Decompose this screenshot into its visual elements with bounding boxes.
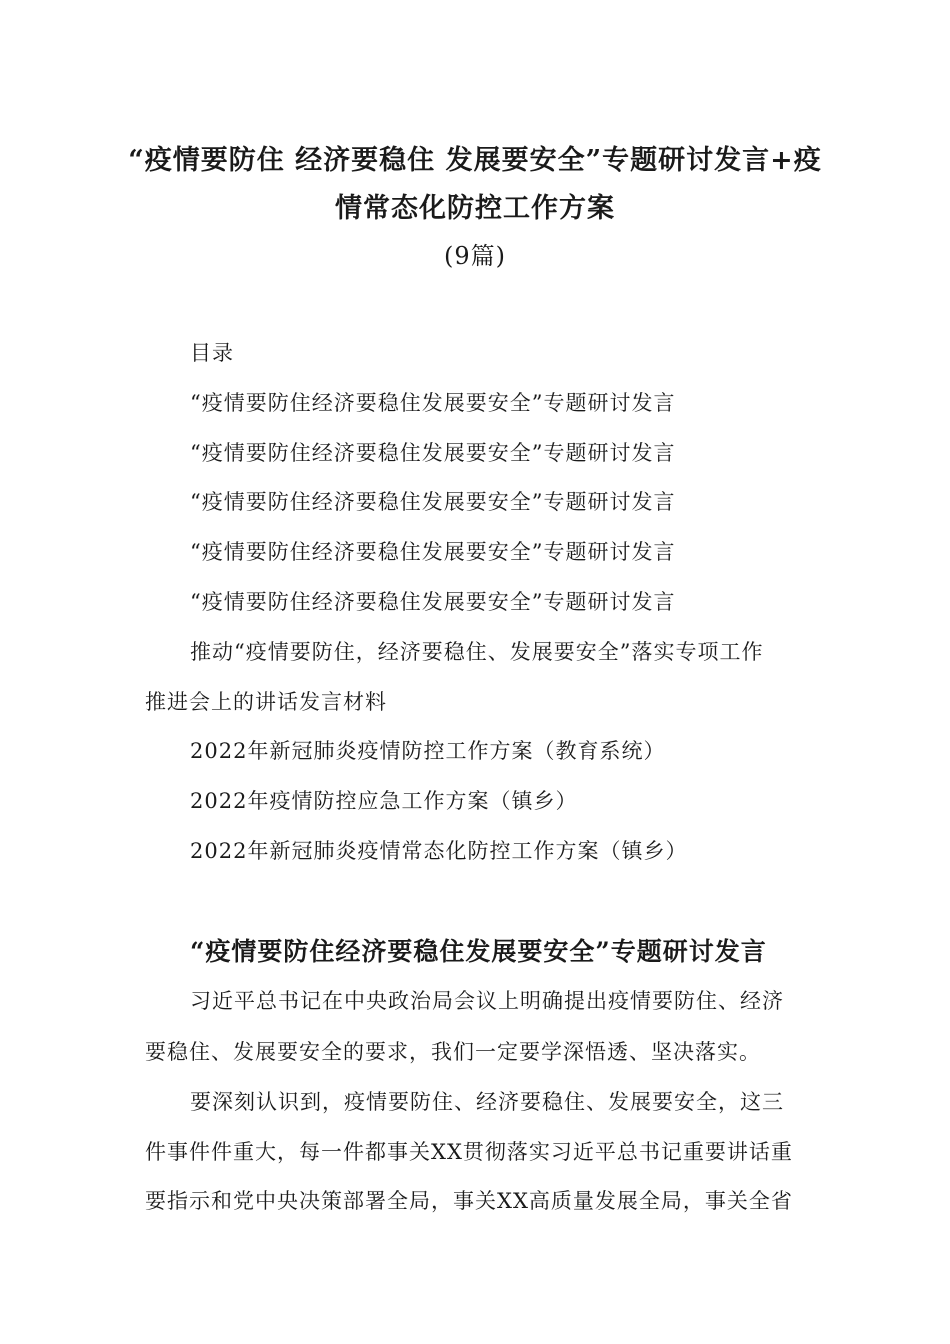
paragraph-line: 件事件件重大，每一件都事关XX贯彻落实习近平总书记重要讲话重 [145, 1140, 793, 1164]
document-title-line-3: (9篇) [444, 242, 506, 270]
paragraph-line: 习近平总书记在中央政治局会议上明确提出疫情要防住、经济 [190, 989, 784, 1013]
toc-item: 2022年疫情防控应急工作方案（镇乡） [190, 789, 578, 813]
toc-item: “疫情要防住经济要稳住发展要安全”专题研讨发言 [190, 540, 676, 564]
toc-item: “疫情要防住经济要稳住发展要安全”专题研讨发言 [190, 490, 676, 514]
toc-item: 2022年新冠肺炎疫情常态化防控工作方案（镇乡） [190, 839, 688, 863]
paragraph-line: 要稳住、发展要安全的要求，我们一定要学深悟透、坚决落实。 [145, 1040, 761, 1064]
paragraph-line: 要深刻认识到，疫情要防住、经济要稳住、发展要安全，这三 [190, 1090, 784, 1114]
toc-item-continuation: 推进会上的讲话发言材料 [145, 690, 387, 714]
toc-heading: 目录 [190, 341, 234, 365]
document-title-line-1: “疫情要防住 经济要稳住 发展要安全”专题研讨发言+疫 [128, 145, 822, 176]
toc-item: “疫情要防住经济要稳住发展要安全”专题研讨发言 [190, 441, 676, 465]
toc-item: 推动“疫情要防住，经济要稳住、发展要安全”落实专项工作 [190, 640, 764, 664]
document-title-line-2: 情常态化防控工作方案 [335, 193, 615, 224]
toc-item: “疫情要防住经济要稳住发展要安全”专题研讨发言 [190, 590, 676, 614]
section-heading: “疫情要防住经济要稳住发展要安全”专题研讨发言 [190, 937, 767, 966]
toc-item: “疫情要防住经济要稳住发展要安全”专题研讨发言 [190, 391, 676, 415]
paragraph-line: 要指示和党中央决策部署全局，事关XX高质量发展全局，事关全省 [145, 1189, 793, 1213]
toc-item: 2022年新冠肺炎疫情防控工作方案（教育系统） [190, 739, 666, 763]
